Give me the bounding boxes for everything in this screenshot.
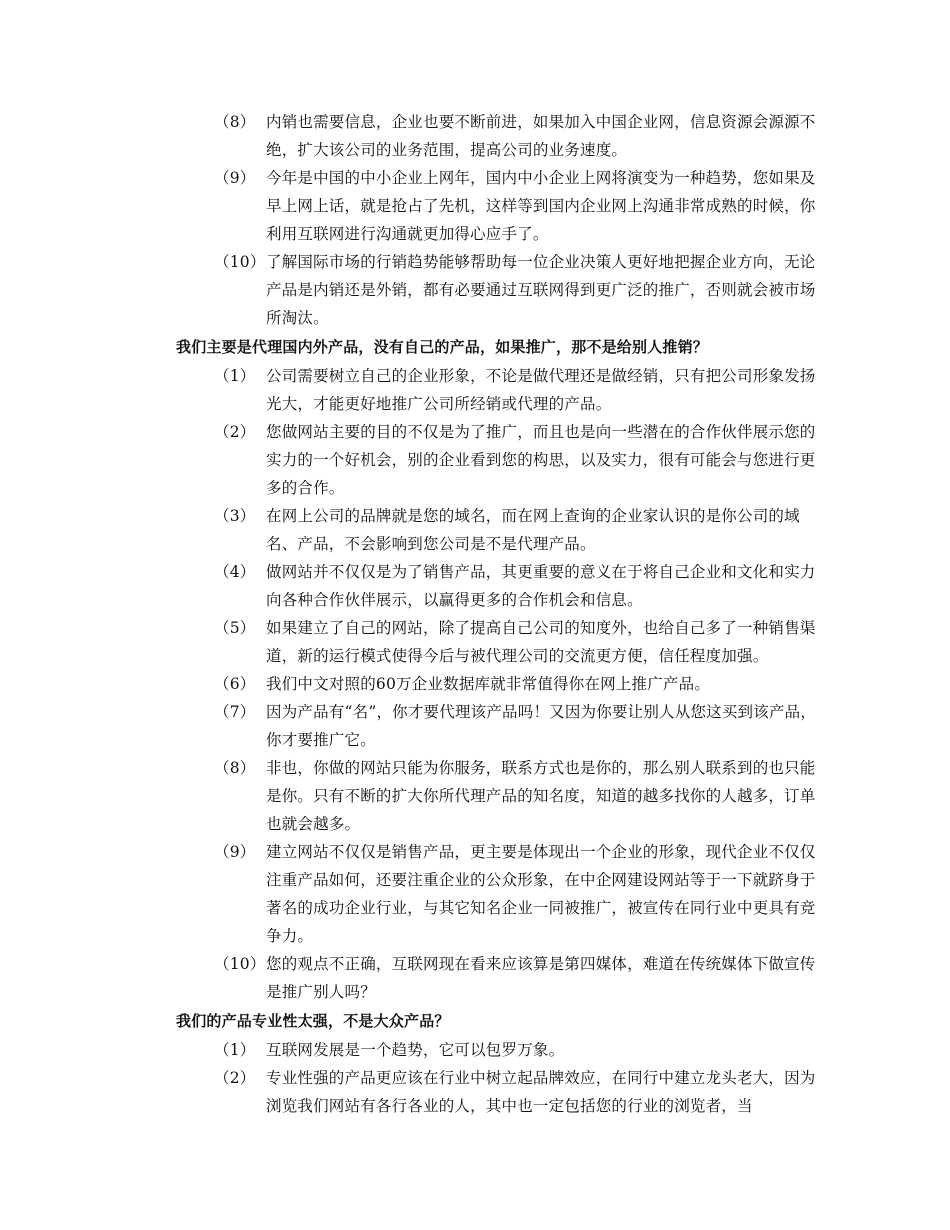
item-number: （10） — [214, 955, 266, 973]
list-item — [176, 698, 826, 754]
item-text: 因为产品有“名”，你才要代理该产品吗！又因为你要让别人从您这买到该产品，你才要推广它。 — [266, 703, 817, 749]
item-text: 互联网发展是一个趋势，它可以包罗万象。 — [266, 1041, 565, 1059]
list-item — [176, 754, 826, 838]
list-item — [176, 558, 826, 614]
list-item — [176, 418, 826, 502]
item-number: （3） — [214, 507, 256, 525]
item-text: 内销也需要信息，企业也要不断前进，如果加入中国企业网，信息资源会源源不绝，扩大该公司的业务范围，提高公司的业务速度。 — [266, 113, 816, 159]
item-text: 您做网站主要的目的不仅是为了推广，而且也是向一些潜在的合作伙伴展示您的实力的一个好机会，别的企业看到您的构思，以及实力，很有可能会与您进行更多的合作。 — [266, 423, 816, 497]
item-number: （5） — [214, 619, 256, 637]
item-number: （1） — [214, 367, 256, 385]
list-item — [176, 362, 826, 418]
item-text: 您的观点不正确，互联网现在看来应该算是第四媒体，难道在传统媒体下做宣传是推广别人吗？ — [266, 955, 816, 1001]
item-text: 在网上公司的品牌就是您的域名，而在网上查询的企业家认识的是你公司的域名、产品，不会影响到您公司是不是代理产品。 — [266, 507, 800, 553]
item-number: （9） — [214, 169, 256, 187]
item-number: （6） — [214, 675, 256, 693]
item-text: 了解国际市场的行销趋势能够帮助每一位企业决策人更好地把握企业方向，无论产品是内销还是外销，都有必要通过互联网得到更广泛的推广，否则就会被市场所淘汰。 — [266, 253, 816, 327]
list-item — [176, 614, 826, 670]
list-item — [176, 1064, 826, 1120]
section-heading: 我们的产品专业性太强，不是大众产品？ — [176, 1012, 450, 1030]
item-text: 如果建立了自己的网站，除了提高自己公司的知度外，也给自己多了一种销售渠道，新的运行模式使得今后与被代理公司的交流更方便，信任程度加强。 — [266, 619, 816, 665]
section-heading: 我们主要是代理国内外产品，没有自己的产品，如果推广，那不是给别人推销？ — [176, 338, 709, 356]
item-number: （2） — [214, 423, 256, 441]
list-item — [176, 164, 826, 248]
item-number: （9） — [214, 843, 256, 861]
item-text: 公司需要树立自己的企业形象，不论是做代理还是做经销，只有把公司形象发扬光大，才能更好地推广公司所经销或代理的产品。 — [266, 367, 816, 413]
item-text: 专业性强的产品更应该在行业中树立起品牌效应，在同行中建立龙头老大，因为浏览我们网站有各行各业的人，其中也一定包括您的行业的浏览者，当 — [266, 1069, 816, 1115]
item-number: （1） — [214, 1041, 256, 1059]
item-number: （8） — [214, 113, 256, 131]
list-item — [176, 248, 826, 332]
item-number: （8） — [214, 759, 256, 777]
item-text: 做网站并不仅仅是为了销售产品，其更重要的意义在于将自己企业和文化和实力向各种合作伙伴展示，以赢得更多的合作机会和信息。 — [266, 563, 816, 609]
item-number: （4） — [214, 563, 256, 581]
item-number: （10） — [214, 253, 266, 271]
list-item — [176, 502, 826, 558]
document-body — [176, 108, 826, 1120]
list-item — [176, 838, 826, 950]
item-text: 非也，你做的网站只能为你服务，联系方式也是你的，那么别人联系到的也只能是你。只有不断的扩大你所代理产品的知名度，知道的越多找你的人越多，订单也就会越多。 — [266, 759, 816, 833]
item-number: （7） — [214, 703, 256, 721]
item-text: 建立网站不仅仅是销售产品，更主要是体现出一个企业的形象，现代企业不仅仅注重产品如何，还要注重企业的公众形象，在中企网建设网站等于一下就跻身于著名的成功企业行业，与其它知名企业一同被推广，被宣传在同行业中更具有竞争力。 — [266, 843, 816, 945]
item-text: 我们中文对照的60万企业数据库就非常值得你在网上推广产品。 — [266, 675, 711, 693]
item-number: （2） — [214, 1069, 256, 1087]
list-item — [176, 1036, 826, 1064]
list-item — [176, 950, 826, 1006]
list-item — [176, 670, 826, 698]
item-text: 今年是中国的中小企业上网年，国内中小企业上网将演变为一种趋势，您如果及早上网上话，就是抢占了先机，这样等到国内企业网上沟通非常成熟的时候，你利用互联网进行沟通就更加得心应手了。 — [266, 169, 816, 243]
list-item — [176, 108, 826, 164]
